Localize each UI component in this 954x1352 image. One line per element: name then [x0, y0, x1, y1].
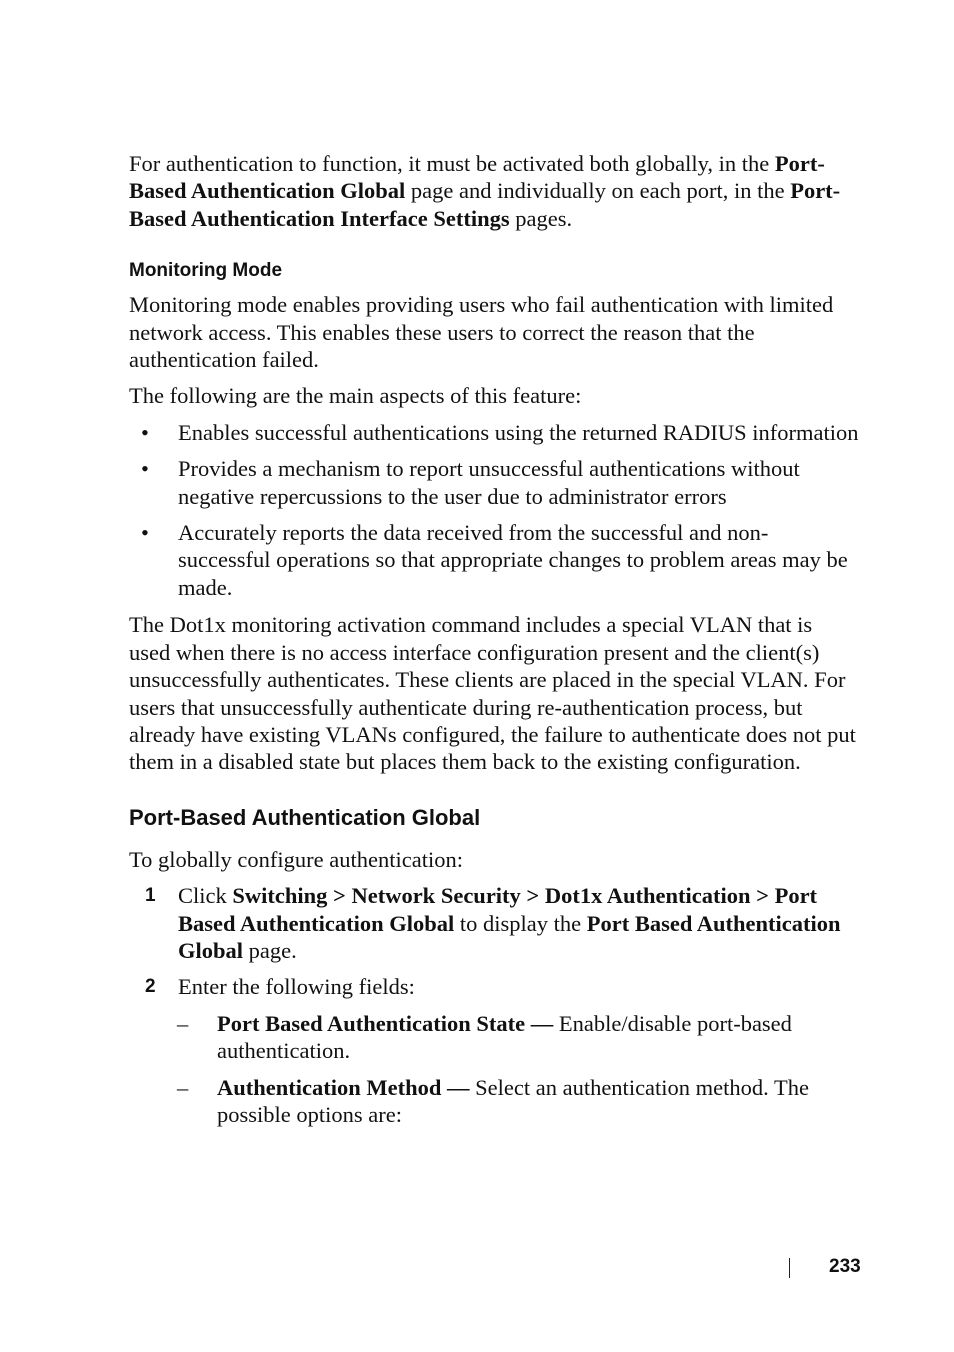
field-separator: — — [441, 1074, 476, 1100]
bullet-marker: • — [141, 456, 149, 482]
bullet-text: Provides a mechanism to report unsuccessful authentications without negative repercussions to the user due to administrator errors — [178, 456, 800, 509]
monitoring-paragraph-1: Monitoring mode enables providing users who fail authentication with limited network access. This enables these users to correct the reason that the authentication failed. — [129, 292, 834, 373]
dash-marker: – — [177, 1010, 189, 1036]
monitoring-paragraph-2: The following are the main aspects of this feature: — [129, 383, 582, 409]
step-item — [129, 973, 859, 1000]
global-section-heading: Port-Based Authentication Global — [129, 804, 481, 830]
procedure-steps — [129, 882, 859, 1001]
menu-path: Switching > Network Security > Dot1x Authentication > Port Based Authentication Global — [178, 883, 818, 936]
footer-divider — [789, 1258, 790, 1278]
field-name: Port Based Authentication State — [217, 1010, 526, 1036]
field-description: Select an authentication method. The possible options are: — [217, 1074, 809, 1127]
intro-bold-interface: Port-Based Authentication Interface Settings — [129, 178, 841, 231]
monitoring-mode-heading: Monitoring Mode — [129, 260, 283, 282]
feature-aspects-list — [129, 419, 859, 601]
list-item — [129, 419, 859, 446]
bullet-marker: • — [141, 520, 149, 546]
list-item — [129, 519, 859, 601]
intro-text-1: For authentication to function, it must be activated both globally, in the — [129, 151, 775, 176]
bullet-text: Accurately reports the data received from the successful and non-successful operations so that appropriate changes to problem areas may be made. — [178, 520, 848, 600]
intro-paragraph — [129, 150, 859, 232]
step-number: 1 — [145, 885, 156, 907]
bullet-marker: • — [141, 419, 149, 445]
bullet-text: Enables successful authentications using the returned RADIUS information — [178, 419, 859, 445]
field-description: Enable/disable port-based authentication. — [217, 1010, 792, 1064]
page-name: Port Based Authentication Global — [178, 910, 841, 963]
global-intro-paragraph: To globally configure authentication: — [129, 846, 463, 872]
field-descriptions-list — [129, 1010, 859, 1129]
field-separator: — — [525, 1010, 559, 1036]
intro-text-2: page and individually on each port, in the — [405, 178, 791, 204]
step-text: Enter the following fields: — [178, 974, 415, 1000]
step-text-2: to display the — [454, 910, 587, 936]
intro-bold-global: Port-Based Authentication Global — [129, 151, 825, 204]
monitoring-paragraph-3: The Dot1x monitoring activation command includes a special VLAN that is used when there is no access interface configuration present and the client(s) unsuccessfully authenticates. These clients are placed in the special VLAN. For users that unsuccessfully authenticate during re-authentication process, but already have existing VLANs configured, the failure to authenticate does not put them in a disabled state but places them back to the existing configuration. — [129, 612, 856, 775]
step-text-3: page. — [243, 937, 297, 963]
step-text-1: Click — [178, 883, 233, 909]
field-name: Authentication Method — [217, 1074, 442, 1100]
dash-marker: – — [177, 1074, 189, 1100]
step-item — [129, 882, 859, 964]
list-item — [129, 455, 859, 510]
page-number: 233 — [829, 1256, 861, 1277]
list-item — [129, 1010, 859, 1065]
step-number: 2 — [145, 976, 156, 998]
list-item — [129, 1074, 859, 1129]
document-page — [129, 150, 859, 1128]
intro-text-3: pages. — [509, 205, 573, 231]
